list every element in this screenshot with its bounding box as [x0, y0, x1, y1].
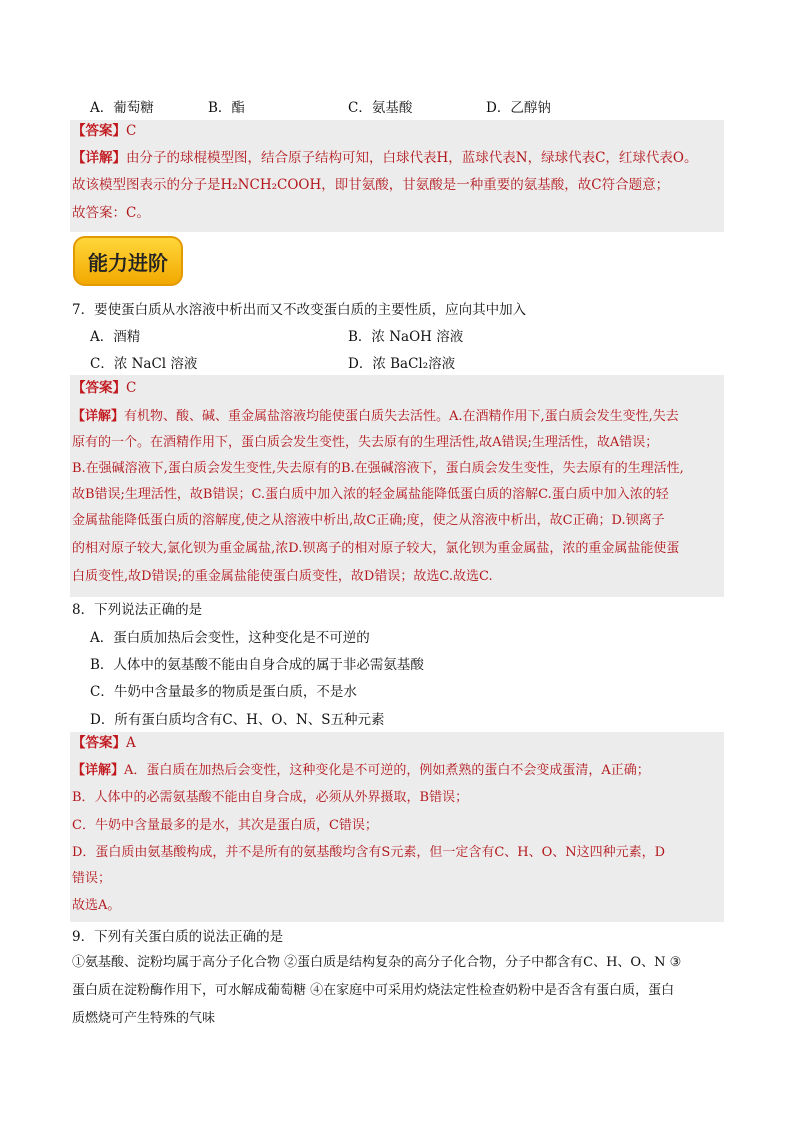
q7-detail-line-3: B.在强碱溶液下,蛋白质会发生变性,失去原有的B.在强碱溶液下，蛋白质会发生变性，失去原有的生理活性,: [72, 461, 684, 476]
q6-answer-line: [72, 118, 728, 144]
q8-detail-line-3: C．牛奶中含量最多的是水，其次是蛋白质，C错误；: [72, 818, 378, 833]
q8-option-a: A．蛋白质加热后会变性，这种变化是不可逆的: [90, 630, 370, 646]
answer-value: C: [126, 123, 137, 139]
q8-option-d: D．所有蛋白质均含有C、H、O、N、S五种元素: [90, 712, 385, 728]
detail-tag: 【详解】: [72, 763, 125, 778]
q7-detail-line-4: 故B错误;生理活性，故B错误；C.蛋白质中加入浓的轻金属盐能降低蛋白质的溶解C.蛋白质中加入浓的轻: [72, 487, 669, 502]
q6-option-c: C．氨基酸: [348, 100, 413, 116]
q7-detail-line-1: [72, 404, 728, 430]
detail-text: 由分子的球棍模型图，结合原子结构可知，白球代表H，蓝球代表N，绿球代表C，红球代表O。: [126, 150, 698, 166]
q7-option-d: D．浓 BaCl₂溶液: [348, 356, 456, 372]
q8-detail-line-4: D．蛋白质由氨基酸构成，并不是所有的氨基酸均含有S元素，但一定含有C、H、O、N这四种元素，D: [72, 845, 666, 860]
q8-stem: 8．下列说法正确的是: [72, 602, 203, 618]
q8-option-c: C．牛奶中含量最多的物质是蛋白质，不是水: [90, 684, 357, 700]
q9-line-2: 蛋白质在淀粉酶作用下，可水解成葡萄糖 ④在家庭中可采用灼烧法定性检查奶粉中是否含有蛋白质，蛋白: [72, 983, 675, 998]
q8-detail-line-1: [72, 758, 728, 784]
answer-value: C: [126, 380, 137, 396]
q9-stem: 9．下列有关蛋白质的说法正确的是: [72, 929, 284, 945]
q7-answer-line: [72, 375, 728, 401]
q7-detail-line-2: 原有的一个。在酒精作用下，蛋白质会发生变性，失去原有的生理活性,故A错误;生理活性，故A错误；: [72, 435, 659, 450]
q7-stem: 7．要使蛋白质从水溶液中析出而又不改变蛋白质的主要性质，应向其中加入: [72, 302, 527, 318]
q8-detail-line-5: 错误；: [72, 871, 112, 886]
answer-tag: 【答案】: [72, 123, 126, 139]
detail-text: 有机物、酸、碱、重金属盐溶液均能使蛋白质失去活性。A.在酒精作用下,蛋白质会发生变性,失去: [124, 409, 679, 424]
q6-option-a: A．葡萄糖: [90, 100, 154, 116]
q9-line-3: 质燃烧可产生特殊的气味: [72, 1011, 216, 1026]
answer-tag: 【答案】: [72, 380, 126, 396]
q8-detail-line-6: 故选A。: [72, 898, 121, 913]
q7-option-b: B．浓 NaOH 溶液: [348, 329, 464, 345]
answer-value: A: [126, 735, 136, 751]
detail-text: A．蛋白质在加热后会变性，这种变化是不可逆的，例如煮熟的蛋白不会变成蛋清，A正确；: [124, 763, 650, 778]
q6-option-d: D．乙醇钠: [486, 100, 551, 116]
q8-option-b: B．人体中的氨基酸不能由自身合成的属于非必需氨基酸: [90, 657, 424, 673]
q8-answer-line: [72, 730, 728, 756]
q9-line-1: ①氨基酸、淀粉均属于高分子化合物 ②蛋白质是结构复杂的高分子化合物，分子中都含有C、H、O、N ③: [72, 955, 682, 970]
q6-detail-line-1: [72, 145, 728, 171]
detail-tag: 【详解】: [72, 150, 126, 166]
q6-detail-line-2: 故该模型图表示的分子是H₂NCH₂COOH，即甘氨酸，甘氨酸是一种重要的氨基酸，故C符合题意；: [72, 177, 670, 193]
q8-detail-line-2: B．人体中的必需氨基酸不能由自身合成，必须从外界摄取，B错误；: [72, 790, 469, 805]
q7-detail-line-6: 的相对原子较大,氯化钡为重金属盐,浓D.钡离子的相对原子较大，氯化钡为重金属盐，浓的重金属盐能使蛋: [72, 541, 680, 556]
q7-option-c: C．浓 NaCl 溶液: [90, 356, 198, 372]
q7-detail-line-5: 金属盐能降低蛋白质的溶解度,使之从溶液中析出,故C正确;度，使之从溶液中析出，故C正确；D.钡离子: [72, 513, 665, 528]
q7-detail-line-7: 白质变性,故D错误;的重金属盐能使蛋白质变性，故D错误；故选C.故选C.: [72, 569, 493, 584]
answer-tag: 【答案】: [72, 735, 126, 751]
q6-detail-line-3: 故答案：C。: [72, 205, 150, 221]
section-badge: 能力进阶: [73, 236, 183, 286]
q7-option-a: A．酒精: [90, 329, 141, 345]
detail-tag: 【详解】: [72, 409, 125, 424]
q6-option-b: B．酯: [208, 100, 245, 116]
